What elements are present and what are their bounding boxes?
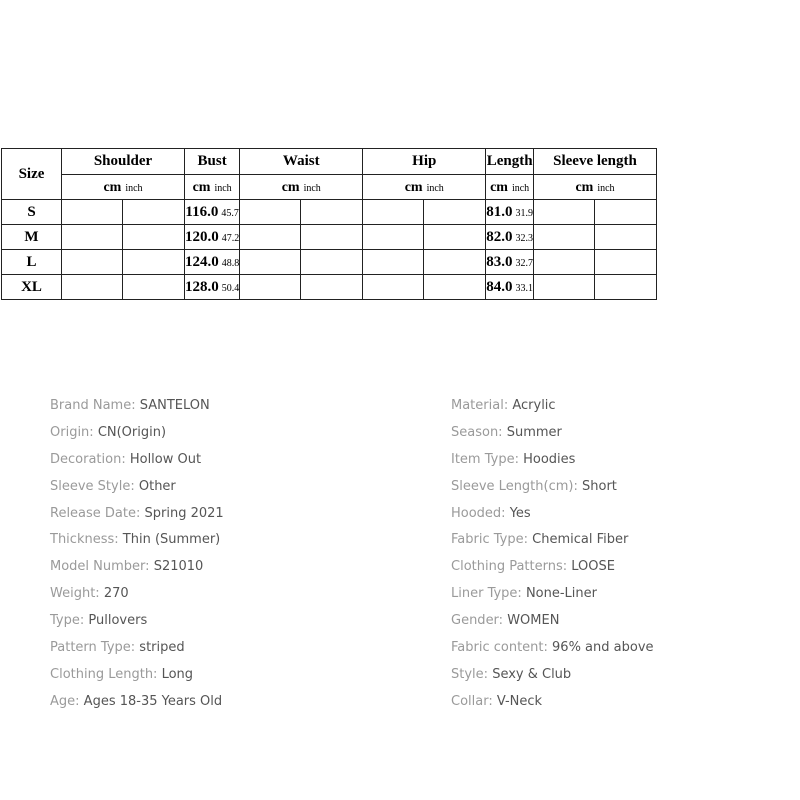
row-size-label: M (2, 225, 62, 250)
spec-item (50, 582, 224, 609)
spec-key: Thickness: (50, 532, 119, 548)
length-value-cell (486, 250, 534, 275)
spec-key: Clothing Patterns: (451, 559, 568, 575)
length-value-cell (486, 275, 534, 300)
spec-key: Pattern Type: (50, 640, 136, 656)
length-inch-value: 31.9 (515, 208, 533, 219)
spec-item (451, 690, 654, 717)
unit-cell-waist (240, 174, 363, 200)
row-size-label: L (2, 250, 62, 275)
spec-item (451, 528, 654, 555)
column-header-hip: Hip (363, 149, 486, 175)
spec-item (50, 528, 224, 555)
spec-item (451, 421, 654, 448)
length-cm-value: 83.0 (486, 254, 513, 270)
unit-inch: inch (214, 182, 232, 194)
waist-cm-cell (240, 225, 301, 250)
length-cm-value: 84.0 (486, 279, 513, 295)
waist-cm-cell (240, 250, 301, 275)
spec-value: V-Neck (496, 693, 543, 709)
column-header-length: Length (486, 149, 534, 175)
table-row-size-xl (2, 275, 657, 300)
row-size-label: S (2, 200, 62, 225)
spec-key: Weight: (50, 586, 100, 602)
table-row-size-l (2, 250, 657, 275)
shoulder-inch-cell (123, 250, 185, 275)
spec-value: None-Liner (525, 586, 597, 602)
spec-item (451, 448, 654, 475)
column-header-shoulder: Shoulder (62, 149, 185, 175)
hip-inch-cell (424, 200, 486, 225)
sleeve-inch-cell (595, 225, 657, 250)
spec-value: Short (582, 478, 617, 494)
spec-value: Hoodies (523, 451, 576, 467)
waist-cm-cell (240, 275, 301, 300)
hip-cm-cell (363, 200, 424, 225)
bust-value-cell (185, 250, 240, 275)
spec-key: Brand Name: (50, 398, 136, 413)
spec-item (50, 663, 224, 690)
spec-key: Model Number: (50, 559, 150, 575)
spec-value: Other (138, 478, 176, 494)
hip-inch-cell (424, 250, 486, 275)
length-value-cell (486, 225, 534, 250)
unit-cell-length (486, 174, 534, 200)
shoulder-inch-cell (123, 225, 185, 250)
spec-key: Sleeve Style: (50, 478, 135, 494)
waist-cm-cell (240, 200, 301, 225)
column-header-waist: Waist (240, 149, 363, 175)
spec-key: Hooded: (451, 505, 506, 521)
hip-inch-cell (424, 275, 486, 300)
unit-inch: inch (511, 182, 530, 194)
spec-value: Yes (509, 505, 531, 521)
spec-key: Season: (451, 424, 503, 440)
spec-value: LOOSE (571, 559, 615, 575)
spec-value: Ages 18-35 Years Old (83, 693, 223, 709)
spec-value: Acrylic (512, 398, 556, 413)
table-row-size-m (2, 225, 657, 250)
length-value-cell (486, 200, 534, 225)
spec-key: Decoration: (50, 451, 126, 467)
unit-cell-shoulder (62, 174, 185, 200)
sleeve-inch-cell (595, 200, 657, 225)
shoulder-cm-cell (62, 250, 123, 275)
unit-cell-hip (363, 174, 486, 200)
bust-value-cell (185, 275, 240, 300)
bust-cm-value: 120.0 (185, 229, 219, 245)
unit-cell-bust (185, 174, 240, 200)
spec-value: Summer (506, 424, 562, 440)
specs-right-column (451, 394, 654, 717)
bust-inch-value: 50.4 (221, 283, 240, 294)
spec-key: Release Date: (50, 505, 141, 521)
column-header-bust: Bust (185, 149, 240, 175)
sleeve-cm-cell (534, 250, 595, 275)
spec-key: Age: (50, 693, 80, 709)
length-inch-value: 32.3 (515, 233, 533, 244)
spec-item (50, 690, 224, 717)
spec-key: Material: (451, 398, 509, 413)
spec-key: Style: (451, 666, 489, 682)
spec-value: striped (139, 640, 185, 656)
spec-key: Gender: (451, 613, 504, 629)
unit-cm: cm (575, 179, 594, 195)
shoulder-inch-cell (123, 275, 185, 300)
spec-item (50, 421, 224, 448)
length-inch-value: 32.7 (515, 258, 533, 269)
spec-value: Pullovers (88, 613, 148, 629)
bust-cm-value: 124.0 (185, 254, 219, 270)
unit-row (2, 174, 657, 200)
bust-inch-value: 47.2 (221, 233, 240, 244)
sleeve-cm-cell (534, 275, 595, 300)
shoulder-cm-cell (62, 275, 123, 300)
table-row-size-s (2, 200, 657, 225)
bust-value-cell (185, 225, 240, 250)
spec-key: Fabric Type: (451, 532, 528, 548)
length-cm-value: 81.0 (486, 204, 513, 220)
waist-inch-cell (301, 200, 363, 225)
spec-key: Fabric content: (451, 640, 548, 656)
spec-value: WOMEN (507, 613, 560, 629)
spec-value: S21010 (153, 559, 204, 575)
spec-item (451, 663, 654, 690)
bust-inch-value: 45.7 (221, 208, 239, 219)
spec-key: Type: (50, 613, 85, 629)
size-table-header-row (2, 149, 657, 175)
spec-item (451, 582, 654, 609)
unit-inch: inch (426, 182, 444, 194)
spec-value: Chemical Fiber (532, 532, 629, 548)
unit-cell-sleeve-length (534, 174, 657, 200)
sleeve-cm-cell (534, 225, 595, 250)
spec-item (451, 475, 654, 502)
bust-inch-value: 48.8 (221, 258, 240, 269)
sleeve-cm-cell (534, 200, 595, 225)
unit-cm: cm (281, 179, 300, 195)
spec-item (50, 502, 224, 529)
spec-item (451, 555, 654, 582)
unit-inch: inch (597, 182, 615, 194)
hip-cm-cell (363, 250, 424, 275)
unit-inch: inch (303, 182, 321, 194)
spec-item (50, 609, 224, 636)
column-header-sleeve-length: Sleeve length (534, 149, 657, 175)
spec-value: Long (161, 666, 194, 682)
spec-value: Sexy & Club (492, 666, 572, 682)
waist-inch-cell (301, 225, 363, 250)
spec-item (50, 555, 224, 582)
spec-item (50, 394, 224, 421)
size-chart-table (1, 148, 657, 300)
specs-left-column (50, 394, 224, 717)
waist-inch-cell (301, 275, 363, 300)
row-size-label: XL (2, 275, 62, 300)
spec-value: Thin (Summer) (122, 532, 221, 548)
spec-value: SANTELON (139, 398, 210, 413)
spec-value: Spring 2021 (144, 505, 224, 521)
bust-cm-value: 116.0 (185, 204, 219, 220)
unit-cm: cm (192, 179, 211, 195)
unit-cm: cm (404, 179, 423, 195)
shoulder-cm-cell (62, 200, 123, 225)
waist-inch-cell (301, 250, 363, 275)
unit-inch: inch (125, 182, 143, 194)
spec-key: Collar: (451, 693, 493, 709)
shoulder-cm-cell (62, 225, 123, 250)
size-column-header: Size (2, 149, 62, 200)
spec-item (451, 502, 654, 529)
spec-key: Origin: (50, 424, 94, 440)
spec-item (50, 636, 224, 663)
unit-cm: cm (490, 179, 508, 195)
spec-key: Liner Type: (451, 586, 522, 602)
spec-value: 96% and above (552, 640, 654, 656)
spec-key: Clothing Length: (50, 666, 158, 682)
spec-item (50, 448, 224, 475)
spec-item (451, 636, 654, 663)
spec-item (50, 475, 224, 502)
hip-inch-cell (424, 225, 486, 250)
spec-value: CN(Origin) (97, 424, 167, 440)
bust-value-cell (185, 200, 240, 225)
shoulder-inch-cell (123, 200, 185, 225)
hip-cm-cell (363, 225, 424, 250)
bust-cm-value: 128.0 (185, 279, 219, 295)
spec-value: Hollow Out (129, 451, 202, 467)
spec-value: 270 (103, 586, 129, 602)
length-inch-value: 33.1 (515, 283, 533, 294)
length-cm-value: 82.0 (486, 229, 513, 245)
spec-item (451, 609, 654, 636)
spec-item (451, 394, 654, 421)
spec-key: Sleeve Length(cm): (451, 478, 578, 494)
spec-key: Item Type: (451, 451, 519, 467)
unit-cm: cm (103, 179, 122, 195)
sleeve-inch-cell (595, 250, 657, 275)
sleeve-inch-cell (595, 275, 657, 300)
hip-cm-cell (363, 275, 424, 300)
